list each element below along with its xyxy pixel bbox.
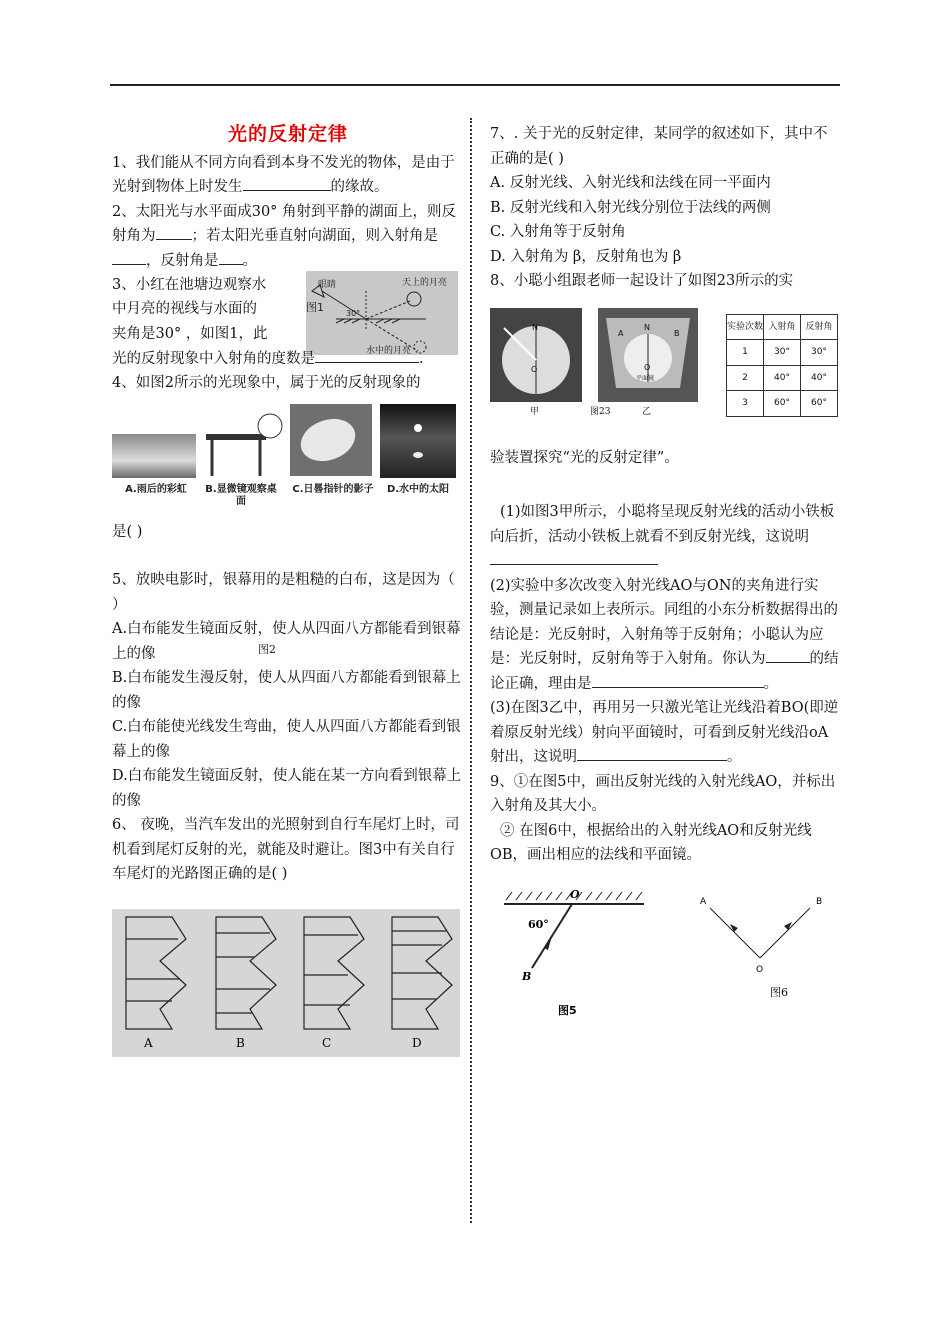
- answer-blank[interactable]: [577, 746, 727, 761]
- table-row: 3 60° 60°: [727, 391, 838, 417]
- svg-text:N: N: [532, 322, 538, 332]
- question-2: 2、太阳光与水平面成30° 角射到平静的湖面上，则反射角为 ；若太阳光垂直射向湖面，则入射角是，反射角是 。: [112, 203, 457, 269]
- figure-2-label: 图2: [258, 643, 276, 656]
- svg-text:A: A: [618, 328, 624, 338]
- rainbow-photo: [112, 434, 196, 478]
- table-row: 2 40° 40°: [727, 365, 838, 391]
- svg-text:O: O: [531, 364, 538, 374]
- question-4-answer: 是( ): [112, 523, 143, 540]
- question-8-part-3: (3)在图3乙中，再用另一只激光笔让光线沿着BO(即逆着原反射光线）射向平面镜时，可看到反射光线沿oA射出，这说明 。: [490, 700, 839, 765]
- figure-2-options: A.雨后的彩虹 B.显微镜观察桌面 C.日晷指针的影子 D.水中的太阳: [112, 404, 464, 514]
- answer-blank[interactable]: [243, 176, 331, 191]
- header-rule: [110, 84, 840, 86]
- apparatus-photo-yi: [598, 308, 698, 402]
- data-table: [726, 314, 838, 417]
- option-5a: A.白布能发生镜面反射，使人从四面八方都能看到银幕上的像: [112, 621, 461, 662]
- svg-text:N: N: [644, 322, 650, 332]
- microscope-table-drawing: [204, 412, 284, 478]
- question-8: 8、小聪小组跟老师一起设计了如图23所示的实: [490, 273, 794, 289]
- svg-text:A: A: [700, 896, 707, 907]
- answer-blank[interactable]: [315, 348, 419, 363]
- option-c-label: C: [322, 1035, 332, 1050]
- option-7d: D. 入射角为 β，反射角也为 β: [490, 248, 682, 265]
- svg-text:O: O: [756, 964, 764, 975]
- answer-blank[interactable]: [219, 250, 243, 265]
- option-b-label: B: [236, 1035, 245, 1050]
- left-column: [112, 122, 464, 1057]
- figure-6-label: 图6: [770, 985, 788, 999]
- option-7b: B. 反射光线和入射光线分别位于法线的两侧: [490, 199, 771, 216]
- question-1: 1、我们能从不同方向看到本身不发光的物体，是由于光射到物体上时发生 的缘故。: [112, 154, 455, 195]
- table-row: 1 30° 30°: [727, 340, 838, 366]
- question-9-part-2: ② 在图6中，根据给出的入射光线AO和反射光线OB，画出相应的法线和平面镜。: [490, 822, 812, 863]
- sun-in-water-photo: [380, 404, 456, 478]
- fig1-moon-label: 天上的月亮: [402, 278, 448, 288]
- question-7: 7、. 关于光的反射定律，某同学的叙述如下，其中不正确的是( ): [490, 126, 828, 167]
- answer-blank[interactable]: [666, 673, 764, 688]
- question-8-part-2: (2)实验中多次改变入射光线AO与ON的夹角进行实验，测量记录如上表所示。同组的小东分析数据得出的结论是：光反射时，入射角等于反射角；小聪认为应是：光反射时，反射角等于入射角。你认为 的结论正确，理由是 。: [490, 577, 839, 692]
- label-fig23: 图23: [590, 406, 611, 417]
- figure-5-label: 图5: [558, 1003, 577, 1017]
- question-3: 3、小红在池塘边观察水 中月亮的视线与水面的 夹角是30° ，如图1，此 眼睛 图1 天上的月亮 30° 水中的月亮 光的反射现象中入射角的度数是 .: [112, 273, 464, 371]
- answer-blank[interactable]: [766, 648, 810, 663]
- question-4: 4、如图2所示的光现象中，属于光的反射现象的: [112, 375, 421, 391]
- figures-5-6: [490, 886, 840, 1036]
- question-6: 6、 夜晚，当汽车发出的光照射到自行车尾灯上时，司机看到尾灯反射的光，就能及时避让。图3中有关自行车尾灯的光路图正确的是( ): [112, 817, 460, 882]
- question-5: 5、放映电影时，银幕用的是粗糙的白布，这是因为（ ）: [112, 572, 455, 613]
- question-9-part-1: 9、①在图5中，画出反射光线的入射光线AO，并标出入射角及其大小。: [490, 773, 836, 814]
- column-divider: [470, 118, 472, 1223]
- answer-blank[interactable]: [490, 550, 658, 565]
- table-header-row: 实验次数 入射角 反射角: [727, 314, 838, 340]
- figure-5: [500, 886, 650, 1026]
- right-column: [490, 122, 840, 1036]
- figure-1-moon-reflection: [306, 271, 458, 355]
- svg-text:平面镜: 平面镜: [636, 374, 655, 382]
- option-7a: A. 反射光线、入射光线和法线在同一平面内: [490, 175, 771, 191]
- svg-text:B: B: [674, 328, 680, 338]
- figure-3-taillight-diagrams: [112, 909, 460, 1057]
- option-7c: C. 入射角等于反射角: [490, 224, 626, 240]
- svg-text:B: B: [816, 896, 823, 907]
- figure-6: [690, 886, 840, 1006]
- option-5b: B.白布能发生漫反射，使人从四面八方都能看到银幕上的像: [112, 670, 461, 711]
- option-a-label: A: [144, 1035, 153, 1050]
- fig1-eye-label: 眼睛: [318, 280, 337, 290]
- svg-text:60°: 60°: [528, 917, 549, 931]
- svg-text:O: O: [644, 362, 651, 372]
- svg-text:O: O: [570, 887, 580, 901]
- label-jia: 甲: [530, 406, 540, 417]
- fig1-image-label: 水中的月亮: [366, 346, 412, 355]
- option-5d: D.白布能发生镜面反射，使人能在某一方向看到银幕上的像: [112, 768, 462, 809]
- question-8-stem-continued: 验装置探究“光的反射定律”。: [490, 449, 679, 466]
- option-5c: C.白布能使光线发生弯曲，使人从四面八方都能看到银幕上的像: [112, 719, 461, 760]
- question-8-part-1: (1)如图3甲所示，小聪将呈现反射光线的活动小铁板向后折，活动小铁板上就看不到反射光线，这说明: [490, 500, 840, 574]
- page-title: 光的反射定律: [227, 123, 348, 145]
- answer-blank[interactable]: [592, 673, 666, 688]
- svg-text:B: B: [522, 969, 532, 983]
- option-d-label: D: [412, 1035, 422, 1050]
- sundial-photo: [290, 404, 372, 476]
- answer-blank[interactable]: [112, 250, 146, 265]
- apparatus-photo-jia: [490, 308, 582, 402]
- fig1-label: 图1: [306, 301, 324, 314]
- figure-23: [490, 308, 840, 418]
- svg-text:30°: 30°: [346, 309, 361, 318]
- label-yi: 乙: [642, 406, 652, 417]
- answer-blank[interactable]: [156, 225, 192, 240]
